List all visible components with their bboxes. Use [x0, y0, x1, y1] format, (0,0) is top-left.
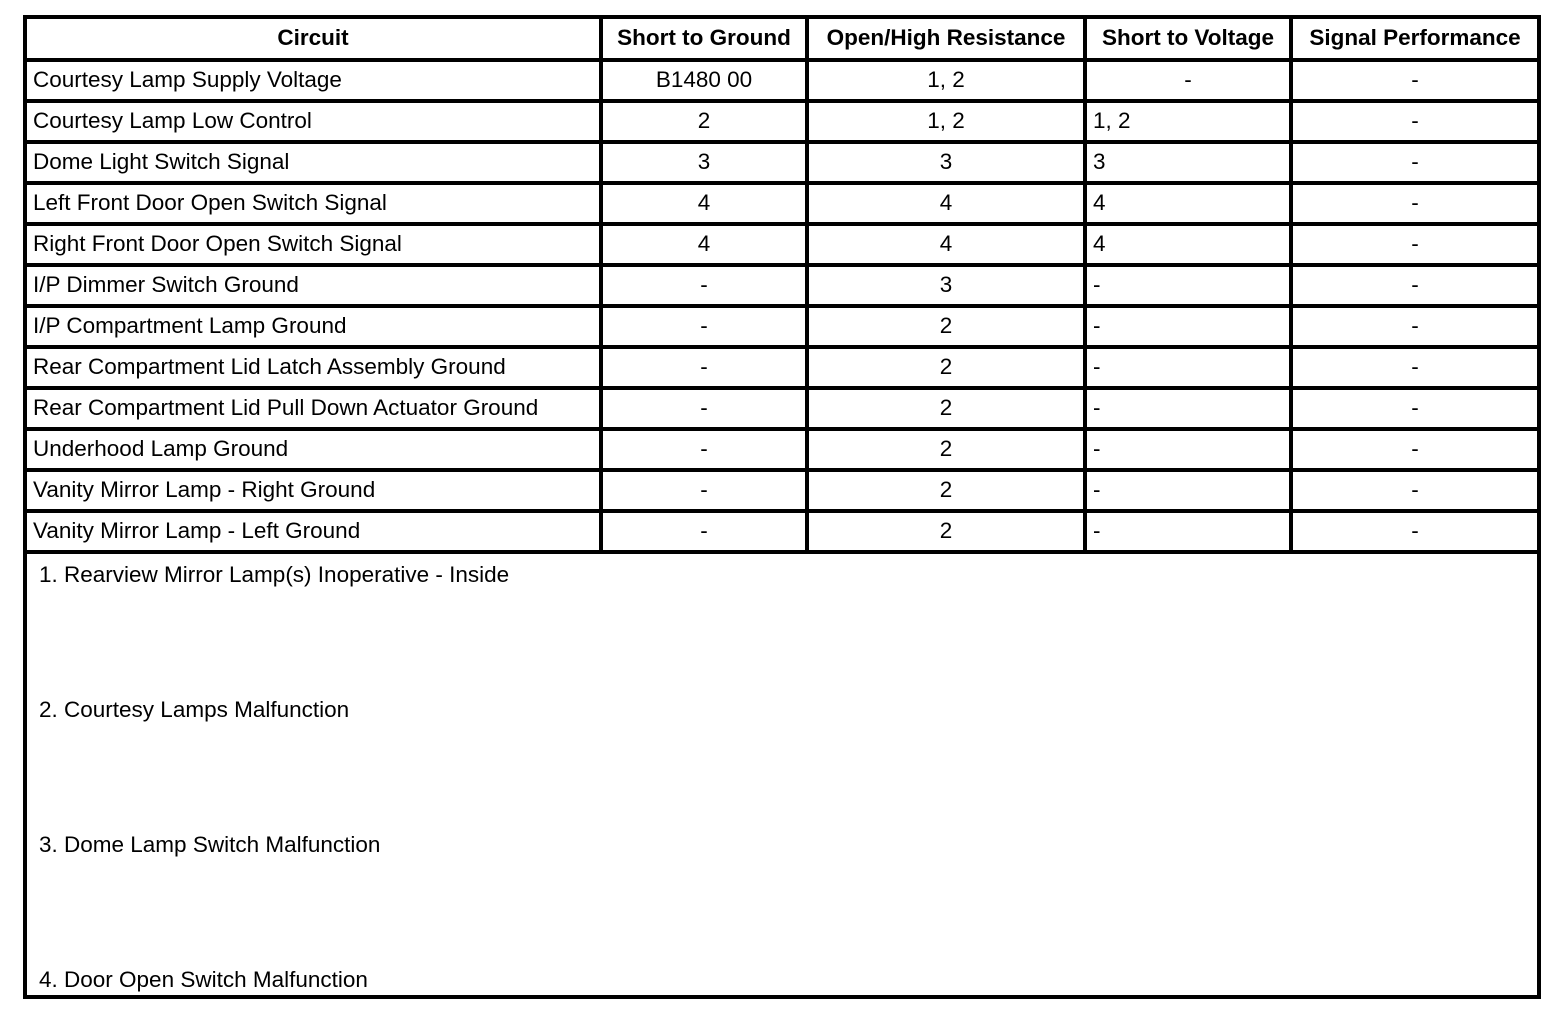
short-to-ground-cell: 4: [601, 183, 807, 224]
header-short-to-voltage: Short to Voltage: [1085, 17, 1291, 60]
circuit-cell: Vanity Mirror Lamp - Left Ground: [25, 511, 601, 552]
short-to-ground-cell: -: [601, 306, 807, 347]
table-row: [25, 306, 1539, 347]
short-to-ground-cell: -: [601, 511, 807, 552]
signal-performance-cell: -: [1291, 265, 1539, 306]
short-to-ground-cell: -: [601, 347, 807, 388]
open-high-resistance-cell: 2: [807, 429, 1085, 470]
open-high-resistance-cell: 3: [807, 142, 1085, 183]
table-row: [25, 101, 1539, 142]
header-signal-performance: Signal Performance: [1291, 17, 1539, 60]
header-short-to-ground: Short to Ground: [601, 17, 807, 60]
short-to-voltage-cell: -: [1085, 347, 1291, 388]
table-row: [25, 347, 1539, 388]
open-high-resistance-cell: 2: [807, 388, 1085, 429]
signal-performance-cell: -: [1291, 224, 1539, 265]
table-row: [25, 183, 1539, 224]
short-to-ground-cell: -: [601, 429, 807, 470]
circuit-cell: Courtesy Lamp Low Control: [25, 101, 601, 142]
open-high-resistance-cell: 1, 2: [807, 101, 1085, 142]
notes-row: [25, 552, 1539, 997]
circuit-cell: I/P Dimmer Switch Ground: [25, 265, 601, 306]
circuit-cell: I/P Compartment Lamp Ground: [25, 306, 601, 347]
notes-cell: [25, 552, 1539, 997]
note-1: 1. Rearview Mirror Lamp(s) Inoperative - Inside: [39, 562, 510, 587]
short-to-ground-cell: 3: [601, 142, 807, 183]
circuit-cell: Underhood Lamp Ground: [25, 429, 601, 470]
table-row: [25, 224, 1539, 265]
table-row: [25, 388, 1539, 429]
open-high-resistance-cell: 2: [807, 511, 1085, 552]
signal-performance-cell: -: [1291, 511, 1539, 552]
note-4: 4. Door Open Switch Malfunction: [39, 967, 368, 992]
signal-performance-cell: -: [1291, 388, 1539, 429]
circuit-cell: Rear Compartment Lid Pull Down Actuator Ground: [25, 388, 601, 429]
short-to-voltage-cell: 1, 2: [1085, 101, 1291, 142]
short-to-voltage-cell: -: [1085, 470, 1291, 511]
short-to-voltage-cell: -: [1085, 511, 1291, 552]
circuit-cell: Vanity Mirror Lamp - Right Ground: [25, 470, 601, 511]
open-high-resistance-cell: 4: [807, 183, 1085, 224]
open-high-resistance-cell: 3: [807, 265, 1085, 306]
open-high-resistance-cell: 1, 2: [807, 60, 1085, 101]
note-2: 2. Courtesy Lamps Malfunction: [39, 697, 350, 722]
open-high-resistance-cell: 2: [807, 347, 1085, 388]
signal-performance-cell: -: [1291, 429, 1539, 470]
circuit-cell: Left Front Door Open Switch Signal: [25, 183, 601, 224]
note-3: 3. Dome Lamp Switch Malfunction: [39, 832, 381, 857]
short-to-ground-cell: -: [601, 470, 807, 511]
circuit-cell: Courtesy Lamp Supply Voltage: [25, 60, 601, 101]
circuit-cell: Right Front Door Open Switch Signal: [25, 224, 601, 265]
short-to-voltage-cell: -: [1085, 388, 1291, 429]
open-high-resistance-cell: 2: [807, 306, 1085, 347]
signal-performance-cell: -: [1291, 101, 1539, 142]
table-row: [25, 60, 1539, 101]
short-to-ground-cell: -: [601, 265, 807, 306]
signal-performance-cell: -: [1291, 306, 1539, 347]
short-to-ground-cell: 2: [601, 101, 807, 142]
short-to-ground-cell: B1480 00: [601, 60, 807, 101]
short-to-ground-cell: 4: [601, 224, 807, 265]
signal-performance-cell: -: [1291, 347, 1539, 388]
short-to-voltage-cell: 4: [1085, 224, 1291, 265]
signal-performance-cell: -: [1291, 142, 1539, 183]
signal-performance-cell: -: [1291, 60, 1539, 101]
table-row: [25, 511, 1539, 552]
open-high-resistance-cell: 2: [807, 470, 1085, 511]
table-row: [25, 470, 1539, 511]
signal-performance-cell: -: [1291, 470, 1539, 511]
short-to-voltage-cell: -: [1085, 306, 1291, 347]
diagnostic-table: [23, 15, 1541, 999]
circuit-cell: Rear Compartment Lid Latch Assembly Ground: [25, 347, 601, 388]
signal-performance-cell: -: [1291, 183, 1539, 224]
open-high-resistance-cell: 4: [807, 224, 1085, 265]
short-to-voltage-cell: 4: [1085, 183, 1291, 224]
table-row: [25, 265, 1539, 306]
circuit-cell: Dome Light Switch Signal: [25, 142, 601, 183]
table-row: [25, 429, 1539, 470]
table-row: [25, 142, 1539, 183]
header-open-high-resistance: Open/High Resistance: [807, 17, 1085, 60]
short-to-voltage-cell: -: [1085, 60, 1291, 101]
short-to-voltage-cell: -: [1085, 265, 1291, 306]
short-to-ground-cell: -: [601, 388, 807, 429]
notes-list: [33, 554, 1531, 995]
short-to-voltage-cell: -: [1085, 429, 1291, 470]
header-row: [25, 17, 1539, 60]
short-to-voltage-cell: 3: [1085, 142, 1291, 183]
header-circuit: Circuit: [25, 17, 601, 60]
